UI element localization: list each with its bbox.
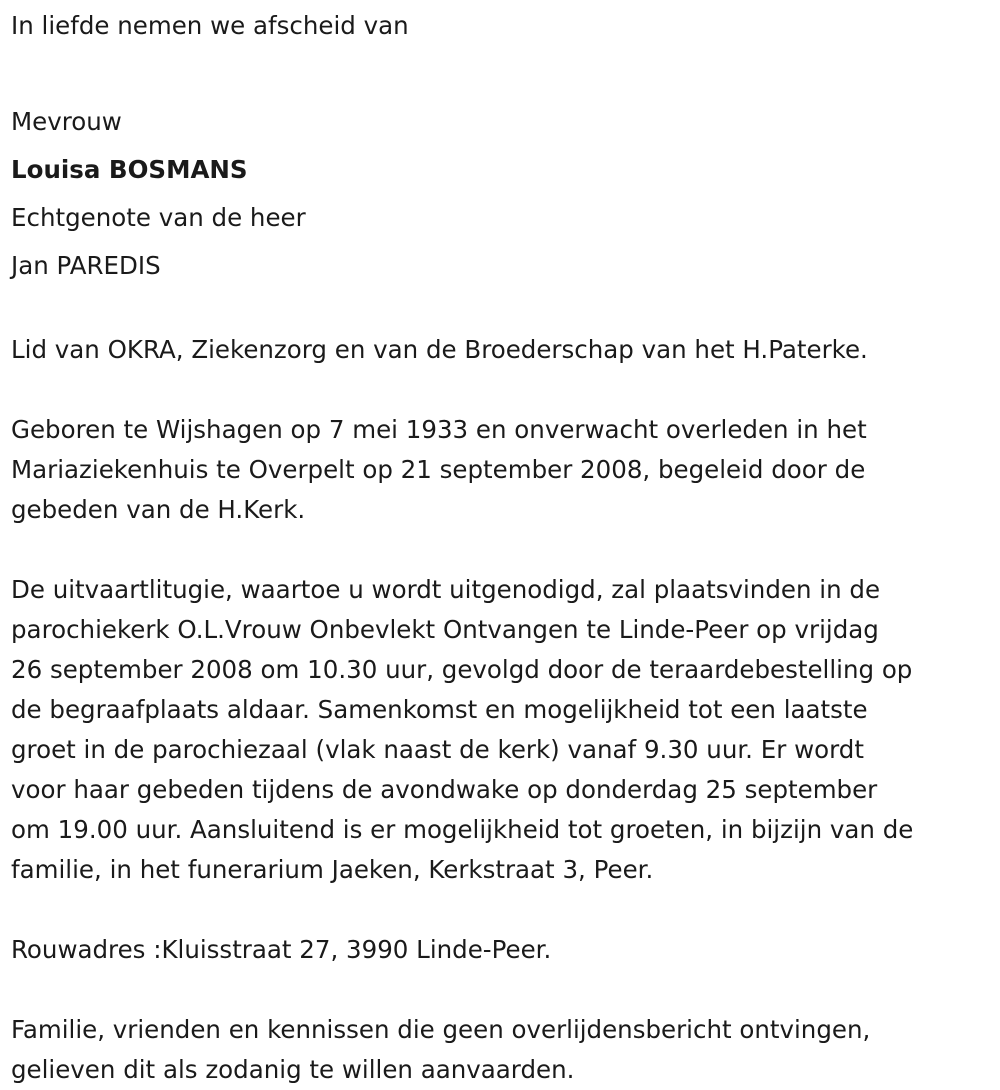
paragraph-line: gelieven dit als zodanig te willen aanvaarden. (11, 1055, 575, 1084)
spacer (11, 890, 1000, 930)
paragraph-line: om 19.00 uur. Aansluitend is er mogelijkheid tot groeten, in bijzijn van de (11, 815, 914, 844)
paragraph-line: parochiekerk O.L.Vrouw Onbevlekt Ontvangen te Linde-Peer op vrijdag (11, 615, 879, 644)
paragraph-line: Mariaziekenhuis te Overpelt op 21 september 2008, begeleid door de (11, 455, 866, 484)
spacer (11, 50, 1000, 58)
paragraph-line: de begraafplaats aldaar. Samenkomst en mogelijkheid tot een laatste (11, 695, 868, 724)
funeral-paragraph (11, 570, 1000, 890)
deceased-name: Louisa BOSMANS (11, 155, 248, 184)
paragraph-line: voor haar gebeden tijdens de avondwake op donderdag 25 september (11, 775, 878, 804)
paragraph-line: Familie, vrienden en kennissen die geen overlijdensbericht ontvingen, (11, 1015, 871, 1044)
spacer (11, 58, 1000, 98)
membership-line: Lid van OKRA, Ziekenzorg en van de Broederschap van het H.Paterke. (11, 335, 868, 364)
spacer (11, 530, 1000, 570)
paragraph-line: familie, in het funerarium Jaeken, Kerkstraat 3, Peer. (11, 855, 654, 884)
spacer (11, 370, 1000, 410)
spouse-name: Jan PAREDIS (11, 251, 161, 280)
title-prefix: Mevrouw (11, 107, 122, 136)
paragraph-line: groet in de parochiezaal (vlak naast de kerk) vanaf 9.30 uur. Er wordt (11, 735, 864, 764)
spacer (11, 970, 1000, 1010)
spacer (11, 290, 1000, 330)
paragraph-line: De uitvaartlitugie, waartoe u wordt uitgenodigd, zal plaatsvinden in de (11, 575, 881, 604)
spouse-label: Echtgenote van de heer (11, 203, 306, 232)
paragraph-line: gebeden van de H.Kerk. (11, 495, 306, 524)
intro-line: In liefde nemen we afscheid van (11, 11, 409, 40)
mourning-address: Rouwadres :Kluisstraat 27, 3990 Linde-Peer. (11, 935, 552, 964)
paragraph-line: 26 september 2008 om 10.30 uur, gevolgd door de teraardebestelling op (11, 655, 913, 684)
paragraph-line: Geboren te Wijshagen op 7 mei 1933 en onverwacht overleden in het (11, 415, 867, 444)
closing-paragraph (11, 1010, 1000, 1090)
birth-death-paragraph (11, 410, 1000, 530)
